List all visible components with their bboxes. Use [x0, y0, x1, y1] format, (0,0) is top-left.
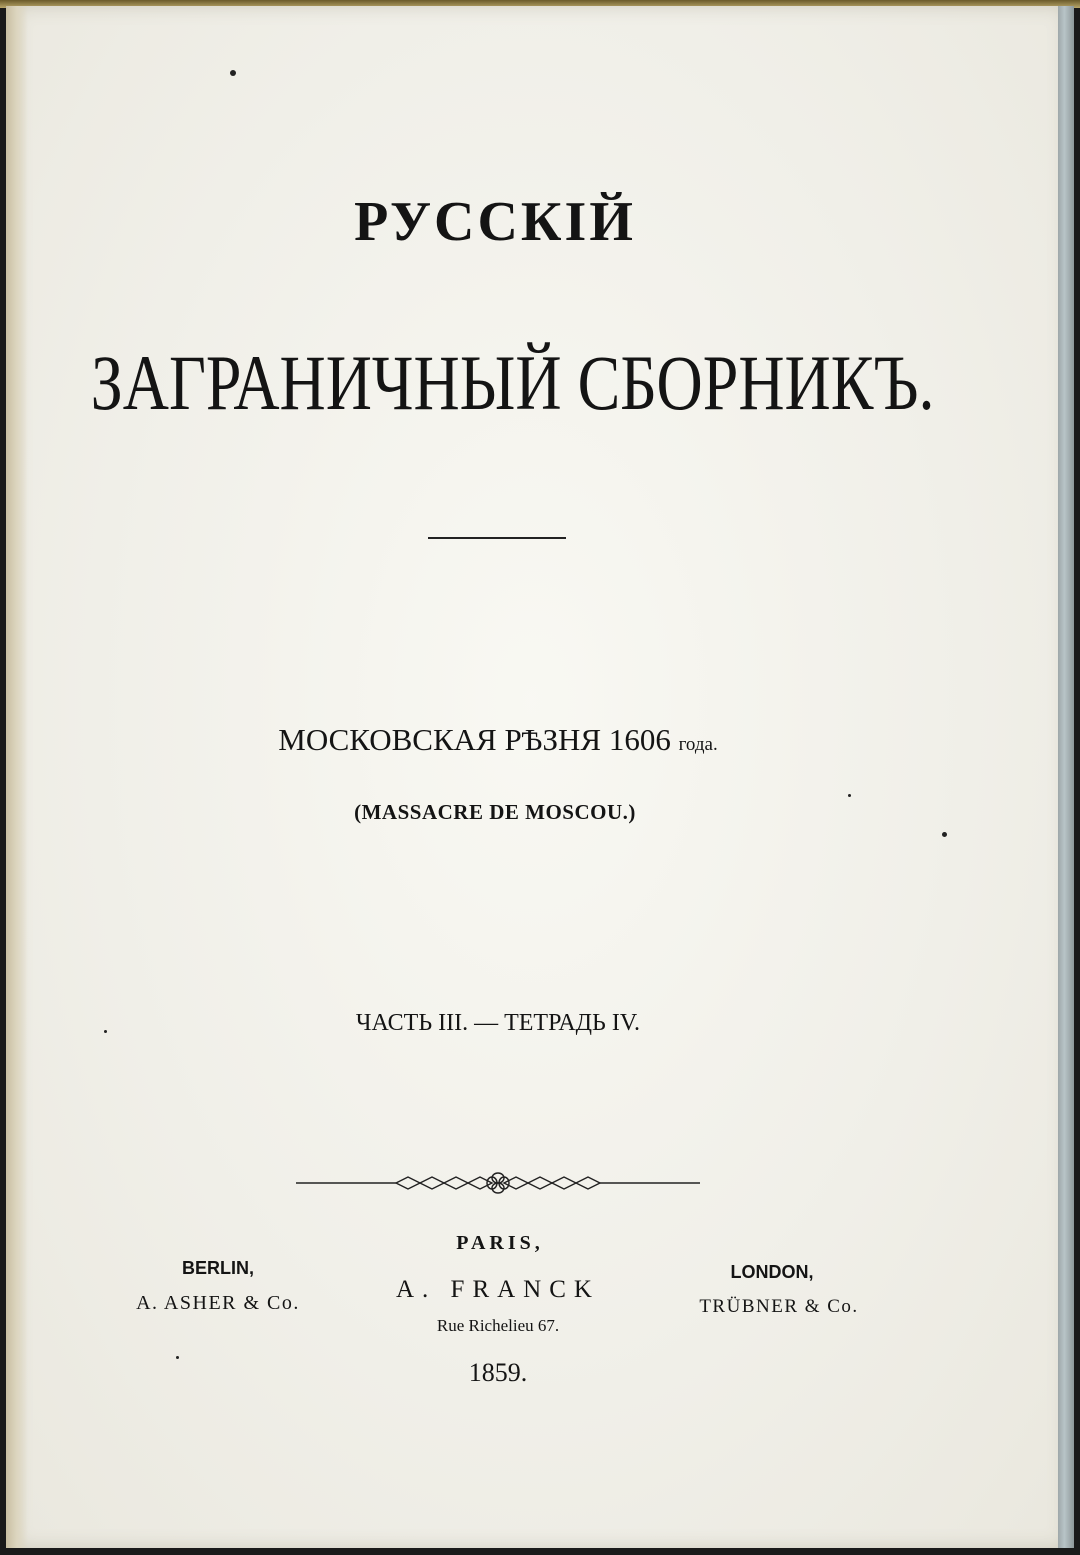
title-divider-rule: [428, 537, 566, 539]
paper-speck: [176, 1356, 179, 1359]
work-title-french: (MASSACRE DE MOSCOU.): [354, 800, 636, 824]
ornament-rule-icon: [296, 1170, 700, 1196]
paris-address: Rue Richelieu 67.: [436, 1316, 560, 1335]
paper-speck: [942, 832, 947, 837]
title-line-2: ЗАГРАНИЧНЫЙ СБОРНИКЪ.: [90, 339, 935, 426]
book-cover-edge: [1058, 6, 1074, 1548]
berlin-publisher: A. ASHER & Co.: [136, 1292, 300, 1314]
berlin-city: BERLIN,: [182, 1258, 254, 1278]
london-city: LONDON,: [730, 1262, 814, 1282]
paper-speck: [848, 794, 851, 797]
publication-year: 1859.: [468, 1358, 528, 1387]
paris-city: PARIS,: [456, 1232, 544, 1254]
work-title-suffix: года.: [678, 734, 718, 755]
london-publisher: TRÜBNER & Co.: [699, 1296, 859, 1317]
work-title-main: МОСКОВСКАЯ РѢЗНЯ 1606: [278, 722, 671, 757]
paris-publisher: A. FRANCK: [396, 1276, 600, 1303]
paper-speck: [104, 1030, 107, 1033]
paper-speck: [230, 70, 236, 76]
work-title: [0, 722, 996, 758]
part-volume-label: ЧАСТЬ III. — ТЕТРАДЬ IV.: [355, 1010, 641, 1036]
title-line-1: РУССКІЙ: [354, 191, 636, 253]
